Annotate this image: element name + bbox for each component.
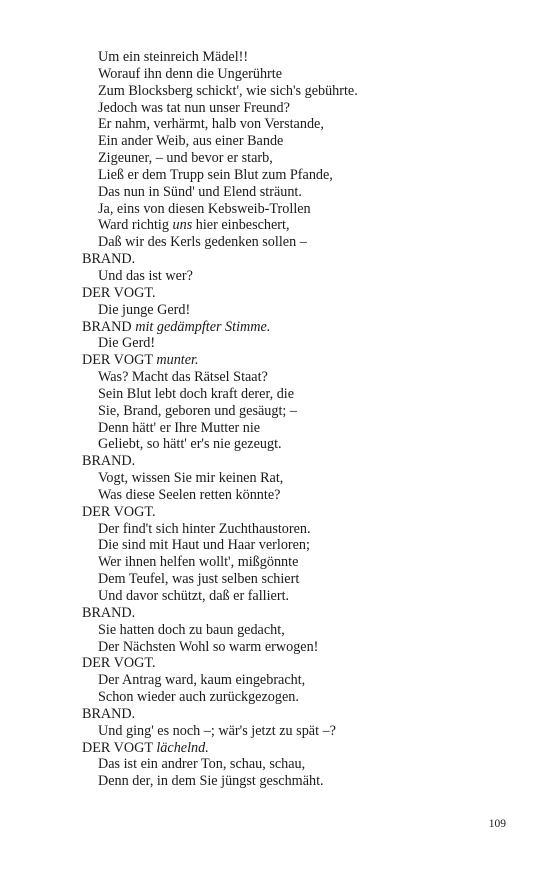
line-text: BRAND. <box>82 251 136 268</box>
line-text: Um ein steinreich Mädel!! <box>98 49 249 65</box>
line-text: BRAND <box>82 318 136 335</box>
line-text: Ein ander Weib, aus einer Bande <box>98 133 284 150</box>
line-text: Der Antrag ward, kaum eingebracht, <box>98 672 306 689</box>
verse-line <box>82 217 522 234</box>
verse-line <box>82 268 522 285</box>
line-text: Und das ist wer? <box>98 267 193 284</box>
verse-line <box>82 554 522 571</box>
line-text: Daß wir des Kerls gedenken sollen – <box>98 234 307 251</box>
verse-line <box>82 201 522 218</box>
line-text: Schon wieder auch zurückgezogen. <box>98 689 299 706</box>
line-text: Jedoch was tat nun unser Freund? <box>98 99 290 116</box>
line-text: DER VOGT. <box>82 655 156 672</box>
verse-line <box>82 49 522 66</box>
verse-line <box>82 756 522 773</box>
line-text: Ja, eins von diesen Kebsweib-Trollen <box>98 200 311 217</box>
verse-line <box>82 470 522 487</box>
line-text: Zum Blocksberg schickt', wie sich's gebührte. <box>98 82 358 99</box>
speaker-line <box>82 251 522 268</box>
verse-line <box>82 83 522 100</box>
line-text: Denn hätt' er Ihre Mutter nie <box>98 419 261 436</box>
verse-line <box>82 133 522 150</box>
line-text: Dem Teufel, was just selben schiert <box>98 571 300 588</box>
line-text: Sie, Brand, geboren und gesäugt; – <box>98 402 297 419</box>
line-text: Die Gerd! <box>98 335 156 352</box>
verse-line <box>82 487 522 504</box>
speaker-line <box>82 352 522 369</box>
line-text: Sein Blut lebt doch kraft derer, die <box>98 385 295 402</box>
line-text: DER VOGT. <box>82 284 156 301</box>
line-text: DER VOGT <box>82 352 157 369</box>
line-text: Ließ er dem Trupp sein Blut zum Pfande, <box>98 166 333 183</box>
line-text: Was? Macht das Rätsel Staat? <box>98 369 268 386</box>
verse-line <box>82 672 522 689</box>
line-text: Zigeuner, – und bevor er starb, <box>98 150 273 167</box>
stage-direction: lächelnd. <box>156 739 209 756</box>
verse-line <box>82 369 522 386</box>
verse-line <box>82 420 522 437</box>
verse-line <box>82 571 522 588</box>
verse-line <box>82 689 522 706</box>
line-text: Vogt, wissen Sie mir keinen Rat, <box>98 470 284 487</box>
speaker-line <box>82 706 522 723</box>
line-text: Der Nächsten Wohl so warm erwogen! <box>98 638 319 655</box>
line-text: BRAND. <box>82 604 136 621</box>
line-text: Worauf ihn denn die Ungerührte <box>98 65 283 82</box>
speaker-line <box>82 319 522 336</box>
line-text: Ward richtig <box>98 217 173 234</box>
verse-line <box>82 773 522 790</box>
verse-line <box>82 386 522 403</box>
verse-line <box>82 335 522 352</box>
verse-line <box>82 521 522 538</box>
line-text: Die sind mit Haut und Haar verloren; <box>98 537 310 554</box>
line-text: Was diese Seelen retten könnte? <box>98 486 281 503</box>
drama-text <box>82 49 522 790</box>
speaker-line <box>82 453 522 470</box>
line-text: DER VOGT <box>82 739 157 756</box>
verse-line <box>82 184 522 201</box>
stage-direction: mit gedämpfter Stimme. <box>135 318 271 335</box>
verse-line <box>82 116 522 133</box>
speaker-line <box>82 605 522 622</box>
verse-line <box>82 723 522 740</box>
verse-line <box>82 167 522 184</box>
verse-line <box>82 436 522 453</box>
speaker-line <box>82 504 522 521</box>
speaker-line <box>82 655 522 672</box>
line-text: Er nahm, verhärmt, halb von Verstande, <box>98 116 324 133</box>
verse-line <box>82 150 522 167</box>
stage-direction: munter. <box>156 352 199 369</box>
verse-line <box>82 403 522 420</box>
line-text: Das nun in Sünd' und Elend sträunt. <box>98 183 302 200</box>
line-text: BRAND. <box>82 453 136 470</box>
line-text: hier einbeschert, <box>192 217 290 234</box>
line-text: Der find't sich hinter Zuchthaustoren. <box>98 520 311 537</box>
line-text: Geliebt, so hätt' er's nie gezeugt. <box>98 436 282 453</box>
verse-line <box>82 234 522 251</box>
line-text: BRAND. <box>82 705 136 722</box>
verse-line <box>82 100 522 117</box>
stage-direction: uns <box>172 217 193 234</box>
verse-line <box>82 588 522 605</box>
verse-line <box>82 66 522 83</box>
verse-line <box>82 639 522 656</box>
verse-line <box>82 622 522 639</box>
page-number: 109 <box>488 818 506 830</box>
line-text: Sie hatten doch zu baun gedacht, <box>98 621 285 638</box>
verse-line <box>82 302 522 319</box>
line-text: Wer ihnen helfen wollt', mißgönnte <box>98 554 299 571</box>
line-text: DER VOGT. <box>82 503 156 520</box>
verse-line <box>82 537 522 554</box>
line-text: Denn der, in dem Sie jüngst geschmäht. <box>98 773 324 790</box>
line-text: Das ist ein andrer Ton, schau, schau, <box>98 756 306 773</box>
line-text: Die junge Gerd! <box>98 301 191 318</box>
line-text: Und davor schützt, daß er falliert. <box>98 588 290 604</box>
line-text: Und ging' es noch –; wär's jetzt zu spät –? <box>98 722 336 739</box>
speaker-line <box>82 740 522 757</box>
speaker-line <box>82 285 522 302</box>
